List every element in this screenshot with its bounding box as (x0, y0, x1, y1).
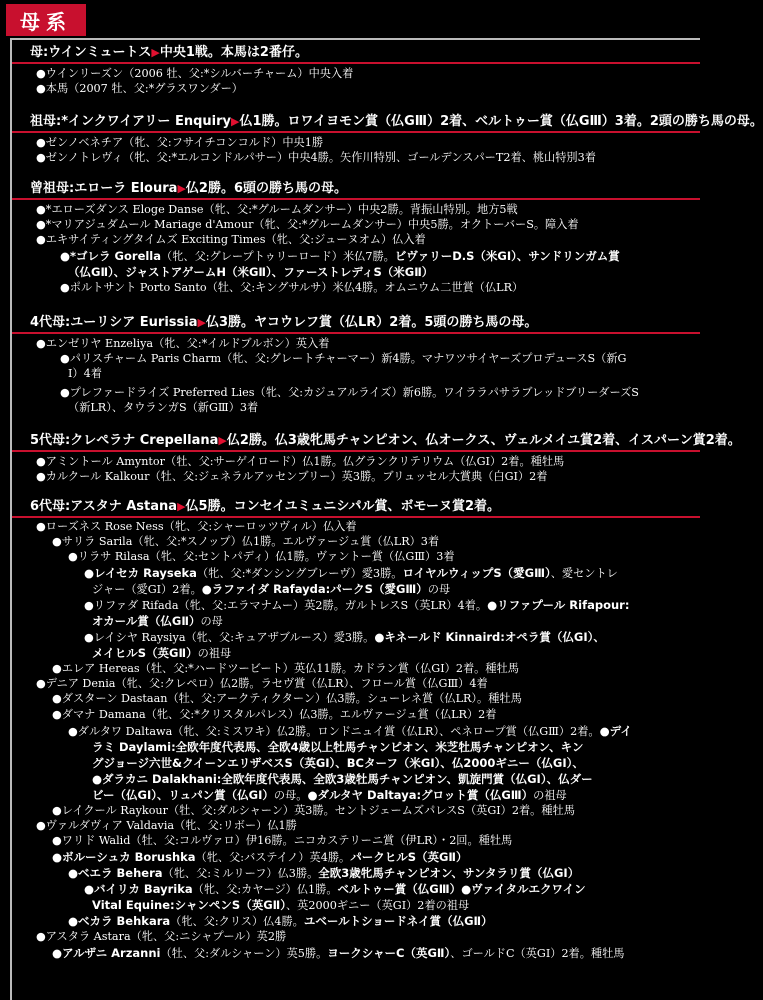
entry-text: ●プレファードライズ Preferred Lies（牝、父:カジュアルライズ）新6勝。ワイララパサラブレッドブリーダーズS (60, 386, 639, 399)
red-arrow-icon: ▶ (218, 434, 227, 447)
entry-text: の祖母 (197, 647, 232, 660)
highlighted-text: ユベールトショードネイ賞（仏GⅡ） (303, 914, 493, 928)
entry-text: ジャー（愛GⅠ）2着。 (92, 583, 202, 596)
red-arrow-icon: ▶ (177, 500, 186, 513)
red-separator (12, 62, 700, 64)
entry-text: ●エキサイティングタイムズ Exciting Times（牝、父:ジューヌオム）仏入着 (36, 233, 426, 246)
pedigree-entry-line (52, 662, 519, 676)
entry-text: ●ワリド Walid（牡、父:コルヴァロ）伊16勝。ニコカステリーニ賞（伊LR）・2回。種牡馬 (52, 834, 513, 847)
highlighted-text: ラミ Daylami:全欧年度代表馬、全欧4歳以上牡馬チャンピオン、米芝牡馬チャンピオン、キン (92, 740, 584, 754)
generation-header (30, 432, 741, 449)
entry-text: ●本馬（2007 牡、父:*グラスワンダー） (36, 82, 243, 95)
entry-text: ●ダルタワ Daltawa（牝、父:ミスワキ）仏2勝。ロンドニュイ賞（仏LR）、ペネロープ賞（仏GⅢ）2着。 (68, 725, 600, 738)
highlighted-text: ●アルザニ Arzanni (52, 946, 161, 960)
entry-text: ●アスタラ Astara（牝、父:ニシャプール）英2勝 (36, 930, 287, 943)
generation-name: 祖母:*インクワイアリー Enquiry (30, 114, 232, 129)
entry-text: ●レイクール Raykour（牡、父:ダルシャーン）英3勝。セントジェームズパレスS（英GⅠ）2着。種牡馬 (52, 804, 575, 817)
red-arrow-icon: ▶ (231, 115, 240, 128)
generation-name: 母:ウインミュートス (30, 45, 152, 60)
highlighted-text: Vital Equine:シャンペンS（英GⅡ） (92, 898, 286, 912)
pedigree-entry-line (36, 819, 297, 833)
entry-text: ●ダスターン Dastaan（牡、父:アークティクターン）仏3勝。シューレネ賞（仏LR）。種牡馬 (52, 692, 522, 705)
pedigree-entry-line (52, 708, 496, 722)
pedigree-entry-line (36, 218, 579, 232)
entry-text: ●サリラ Sarila（牝、父:*スノップ）仏1勝。エルヴァージュ賞（仏LR）3着 (52, 535, 440, 548)
pedigree-entry-line (84, 630, 605, 645)
highlighted-text: ●リファプール Rifapour: (487, 598, 630, 612)
entry-text: の祖母 (533, 789, 567, 802)
entry-text: （牝、父:クリス）仏4勝。 (170, 915, 304, 928)
entry-text: の母。 (273, 789, 308, 802)
highlighted-text: ●*ゴレラ Gorella (60, 249, 162, 263)
pedigree-entry-line (52, 804, 575, 818)
pedigree-entry-line (68, 550, 455, 564)
pedigree-entry-line (36, 520, 357, 534)
generation-header (30, 498, 694, 515)
left-vertical-rule (10, 38, 12, 1000)
entry-text: ●ウインリーズン（2006 牡、父:*シルバーチャーム）中央入着 (36, 67, 354, 80)
highlighted-text: ●キネールド Kinnaird:オペラ賞（仏GⅠ）、 (374, 630, 605, 644)
generation-header (30, 180, 694, 197)
pedigree-entry-line (68, 914, 493, 929)
pedigree-entry-line (36, 151, 596, 165)
pedigree-entry-line (84, 566, 618, 581)
generation-header (30, 314, 694, 331)
red-separator (12, 131, 700, 133)
red-separator (12, 516, 700, 518)
generation-summary: 仏3勝。ヤコウレフ賞（仏LR）2着。5頭の勝ち馬の母。 (205, 315, 538, 330)
highlighted-text: ●ダルタヤ Daltaya:グロット賞（仏GⅢ） (307, 788, 534, 802)
generation-summary: 仏1勝。ロワイヨモン賞（仏GⅢ）2着、ベルトゥー賞（仏GⅢ）3着。2頭の勝ち馬の母。 (239, 114, 763, 129)
highlighted-text: メイヒルS（英GⅡ） (92, 646, 198, 660)
entry-text: ●エンゼリヤ Enzeliya（牝、父:*イルドブルボン）英入着 (36, 337, 330, 350)
highlighted-text: ビー（仏GⅠ）、リュパン賞（仏GⅠ） (92, 788, 274, 802)
pedigree-entry-line (92, 740, 584, 755)
pedigree-entry-line (52, 850, 468, 865)
red-arrow-icon: ▶ (177, 182, 186, 195)
pedigree-entry-line (92, 772, 593, 787)
red-arrow-icon: ▶ (151, 46, 160, 59)
pedigree-entry-line (68, 724, 632, 739)
red-separator (12, 332, 700, 334)
highlighted-text: ●ベエラ Behera (68, 866, 163, 880)
highlighted-text: ●ラファイダ Rafayda:パークS（愛GⅢ） (201, 582, 428, 596)
section-title-box (6, 4, 86, 36)
pedigree-entry-line (36, 455, 564, 469)
generation-summary: 仏2勝。仏3歳牝馬チャンピオン、仏オークス、ヴェルメイユ賞2着、イスパーン賞2着。 (226, 433, 741, 448)
pedigree-entry-line (36, 82, 243, 96)
highlighted-text: ●ベカラ Behkara (68, 914, 171, 928)
entry-text: ●レイシヤ Raysiya（牝、父:キュアザブルース）愛3勝。 (84, 631, 375, 644)
highlighted-text: ヨークシャーC（英GⅡ） (327, 946, 451, 960)
pedigree-entry-line (36, 470, 547, 484)
entry-text: ●リラサ Rilasa（牝、父:セントパディ）仏1勝。ヴァントー賞（仏GⅢ）3着 (68, 550, 455, 563)
entry-text: ●*マリアジュダムール Mariage d'Amour（牝、父:*グルームダンサー）中央5勝。オクトーバーS。障入着 (36, 218, 579, 231)
entry-text: （牝、父:*ダンシングブレーヴ）愛3勝。 (196, 567, 403, 580)
entry-text: （牝、父:ミルリーフ）仏3勝。 (162, 867, 319, 880)
entry-text: の母 (200, 615, 223, 628)
entry-text: ●デニア Denia（牝、父:クレペロ）仏2勝。ラセヴ賞（仏LR）、フロール賞（仏GⅢ）4着 (36, 677, 488, 690)
pedigree-entry-line (84, 598, 629, 613)
red-separator (12, 198, 700, 200)
generation-header (30, 44, 694, 61)
entry-text: ●ダマナ Damana（牝、父:*クリスタルパレス）仏3勝。エルヴァージュ賞（仏LR）2着 (52, 708, 497, 721)
highlighted-text: ロイヤルウィップS（愛GⅢ） (402, 566, 551, 580)
generation-name: 6代母:アスタナ Astana (30, 499, 178, 514)
pedigree-entry-line (52, 946, 625, 961)
entry-text: （牡、父:ダルシャーン）英5勝。 (160, 947, 328, 960)
pedigree-entry-line (92, 898, 469, 913)
pedigree-entry-line (92, 646, 231, 661)
pedigree-entry-line (68, 265, 433, 280)
highlighted-text: オカール賞（仏GⅡ） (92, 614, 201, 628)
highlighted-text: ベルトゥー賞（仏GⅢ）●ヴァイタルエクワイン (337, 882, 586, 896)
entry-text: ●ヴァルダヴィア Valdavia（牝、父:リボー）仏1勝 (36, 819, 297, 832)
pedigree-entry-line (36, 930, 286, 944)
pedigree-entry-line (92, 582, 450, 597)
entry-text: （牝、父:バステイノ）英4勝。 (195, 851, 351, 864)
pedigree-entry-line (36, 677, 488, 691)
pedigree-entry-line (36, 67, 353, 81)
pedigree-entry-line (68, 866, 579, 881)
generation-header (30, 113, 763, 130)
pedigree-entry-line (92, 614, 223, 629)
generation-name: 4代母:ユーリシア Eurissia (30, 315, 198, 330)
pedigree-entry-line (60, 386, 639, 400)
highlighted-text: ●レイセカ Rayseka (84, 566, 197, 580)
entry-text: の母 (427, 583, 451, 596)
entry-text: Ⅰ）4着 (68, 367, 102, 380)
generation-name: 曾祖母:エローラ Eloura (30, 181, 178, 196)
highlighted-text: （仏GⅡ）、ジャストアゲームH（米GⅡ）、ファーストレディS（米GⅡ） (68, 265, 434, 279)
entry-text: ●*エローズダンス Eloge Danse（牝、父:*グルームダンサー）中央2勝。背振山特別。地方5戦 (36, 203, 518, 216)
pedigree-entry-line (60, 249, 620, 264)
generation-summary: 中央1戦。本馬は2番仔。 (159, 45, 308, 60)
red-separator (12, 450, 700, 452)
highlighted-text: ビヴァリーD.S（米GⅠ）、サンドリンガム賞 (394, 249, 620, 263)
entry-text: （牝、父:グレープトゥリーロード）米仏7勝。 (161, 250, 395, 263)
entry-text: （牝、父:カヤージ）仏1勝。 (192, 883, 338, 896)
pedigree-entry-line (36, 136, 323, 150)
highlighted-text: ●デイ (599, 724, 632, 738)
entry-text: ●ポルトサント Porto Santo（牡、父:キングサルサ）米仏4勝。オムニウム二世賞（仏LR） (60, 281, 524, 294)
entry-text: ●リファダ Rifada（牝、父:エラマナムー）英2勝。ガルトレスS（英LR）4着。 (84, 599, 488, 612)
pedigree-entry-line (36, 203, 518, 217)
pedigree-entry-line (92, 788, 567, 803)
pedigree-entry-line (68, 367, 102, 381)
highlighted-text: ●ボルーシュカ Borushka (52, 850, 196, 864)
pedigree-entry-line (52, 535, 439, 549)
entry-text: ●ゼンノトレヴィ（牝、父:*エルコンドルパサー）中央4勝。矢作川特別、ゴールデンスパーT2着、桃山特別3着 (36, 151, 596, 164)
highlighted-text: ●バイリカ Bayrika (84, 882, 193, 896)
entry-text: 、英2000ギニー（英GⅠ）2着の祖母 (285, 899, 470, 912)
pedigree-entry-line (68, 401, 258, 415)
entry-text: ●アミントール Amyntor（牡、父:サーゲイロード）仏1勝。仏グランクリテリウム（仏GⅠ）2着。種牡馬 (36, 455, 565, 468)
highlighted-text: 全欧3歳牝馬チャンピオン、サンタラリ賞（仏GⅠ） (318, 866, 580, 880)
highlighted-text: パークヒルS（英GⅡ） (350, 850, 468, 864)
section-title: 母系 (20, 9, 72, 34)
generation-name: 5代母:クレペラナ Crepellana (30, 433, 219, 448)
pedigree-entry-line (52, 692, 522, 706)
entry-text: 、愛セントレ (550, 567, 618, 580)
entry-text: （新LR）、タウランガS（新GⅢ）3着 (68, 401, 259, 414)
pedigree-entry-line (36, 233, 426, 247)
pedigree-entry-line (60, 352, 626, 366)
red-arrow-icon: ▶ (197, 316, 206, 329)
highlighted-text: グジョージ六世&クイーンエリザベスS（英GⅠ）、BCターフ（米GⅠ）、仏2000ギニー（仏GⅠ）、 (92, 756, 584, 770)
pedigree-entry-line (36, 337, 329, 351)
entry-text: ●パリスチャーム Paris Charm（牝、父:グレートチャーマー）新4勝。マナワツサイヤーズプロデュースS（新G (60, 352, 627, 365)
entry-text: ●エレア Hereas（牡、父:*ハードツービート）英仏11勝。カドラン賞（仏GⅠ）2着。種牡馬 (52, 662, 519, 675)
pedigree-entry-line (52, 834, 512, 848)
entry-text: ●カルクール Kalkour（牡、父:ジェネラルアッセンブリー）英3勝。ブリュッセル大賞典（白GⅠ）2着 (36, 470, 548, 483)
entry-text: 、ゴールドC（英GⅠ）2着。種牡馬 (450, 947, 625, 960)
entry-text: ●ゼンノベネチア（牝、父:フサイチコンコルド）中央1勝 (36, 136, 324, 149)
pedigree-entry-line (92, 756, 584, 771)
generation-summary: 仏5勝。コンセイユミュニシパル賞、ボモーヌ賞2着。 (185, 499, 501, 514)
top-horizontal-rule (10, 38, 700, 40)
pedigree-entry-line (84, 882, 586, 897)
highlighted-text: ●ダラカニ Dalakhani:全欧年度代表馬、全欧3歳牡馬チャンピオン、凱旋門賞（仏GⅠ）、仏ダー (92, 772, 593, 786)
pedigree-entry-line (60, 281, 523, 295)
entry-text: ●ローズネス Rose Ness（牝、父:シャーロッツヴィル）仏入着 (36, 520, 357, 533)
generation-summary: 仏2勝。6頭の勝ち馬の母。 (185, 181, 347, 196)
